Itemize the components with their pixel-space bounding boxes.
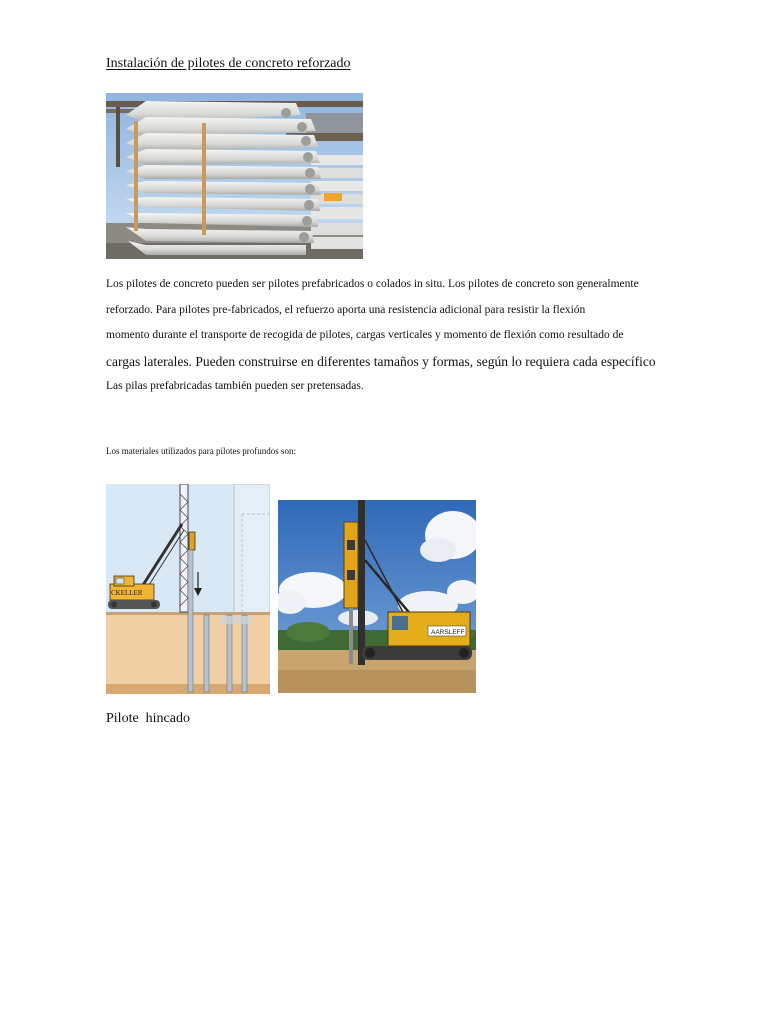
- paragraph-line: Los pilotes de concreto pueden ser pilotes prefabricados o colados in situ. Los pilotes de concreto son generalmente: [106, 278, 639, 290]
- paragraph-line: Las pilas prefabricadas también pueden ser pretensadas.: [106, 380, 364, 392]
- aarsleff-brand-text: AARSLEFF: [431, 629, 465, 636]
- document-title: Instalación de pilotes de concreto reforzado: [106, 56, 351, 71]
- keller-logo-text: CKELLER: [111, 589, 143, 597]
- description-paragraph: [106, 272, 686, 400]
- pile-driving-rig-photo: [278, 500, 476, 693]
- paragraph-line: reforzado. Para pilotes pre-fabricados, el refuerzo aporta una resistencia adicional para resistir la flexión: [106, 303, 586, 316]
- pile-driving-diagram: [106, 484, 270, 694]
- precast-piles-photo: [106, 93, 363, 259]
- materials-heading: Los materiales utilizados para pilotes profundos son:: [106, 446, 296, 456]
- figure-caption: Pilote hincado: [106, 711, 190, 726]
- paragraph-line: cargas laterales. Pueden construirse en diferentes tamaños y formas, según lo requiera cada específico: [106, 353, 656, 369]
- paragraph-line: momento durante el transporte de recogida de pilotes, cargas verticales y momento de flexión como resultado de: [106, 329, 624, 341]
